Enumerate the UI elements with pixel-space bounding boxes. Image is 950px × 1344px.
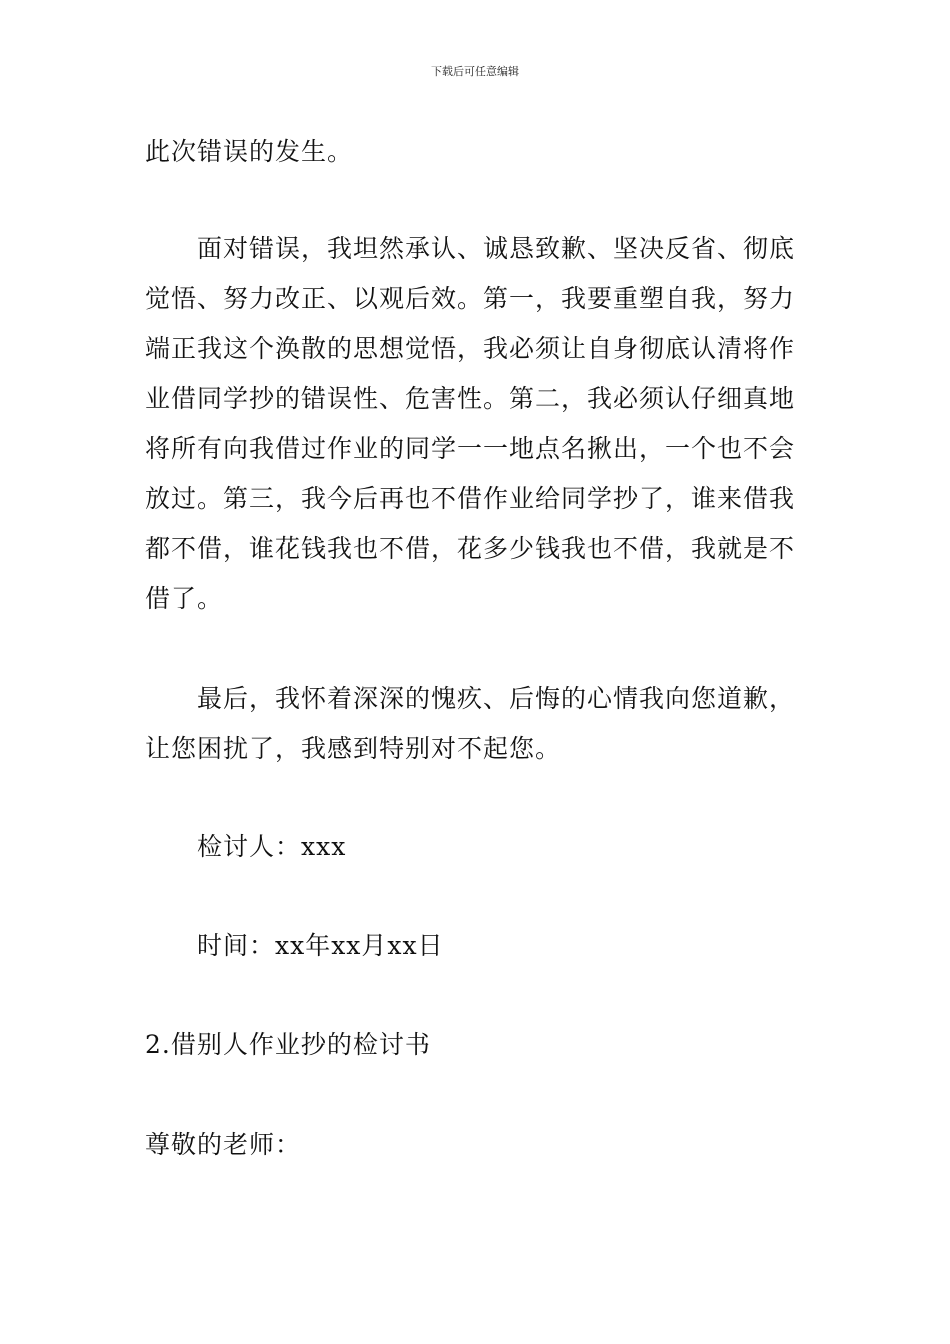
salutation: 尊敬的老师：: [145, 1130, 302, 1159]
section-title: 2.借别人作业抄的检讨书: [145, 1030, 431, 1059]
paragraph-resolution: 面对错误，我坦然承认、诚恳致歉、坚决反省、彻底觉悟、努力改正、以观后效。第一，我要重塑自我，努力端正我这个涣散的思想觉悟，我必须让自身彻底认清将作业借同学抄的错误性、危害性。第二，我必须认仔细真地将所有向我借过作业的同学一一地点名揪出，一个也不会放过。第三，我今后再也不借作业给同学抄了，谁来借我都不借，谁花钱我也不借，花多少钱我也不借，我就是不借了。: [145, 234, 796, 613]
paragraph-closing: 最后，我怀着深深的愧疚、后悔的心情我向您道歉，让您困扰了，我感到特别对不起您。: [145, 684, 796, 763]
date-line: 时间：xx年xx月xx日: [197, 931, 444, 960]
signature-line: 检讨人：xxx: [197, 832, 347, 861]
continuation-line: 此次错误的发生。: [145, 137, 354, 166]
header-note: 下载后可任意编辑: [431, 65, 519, 78]
